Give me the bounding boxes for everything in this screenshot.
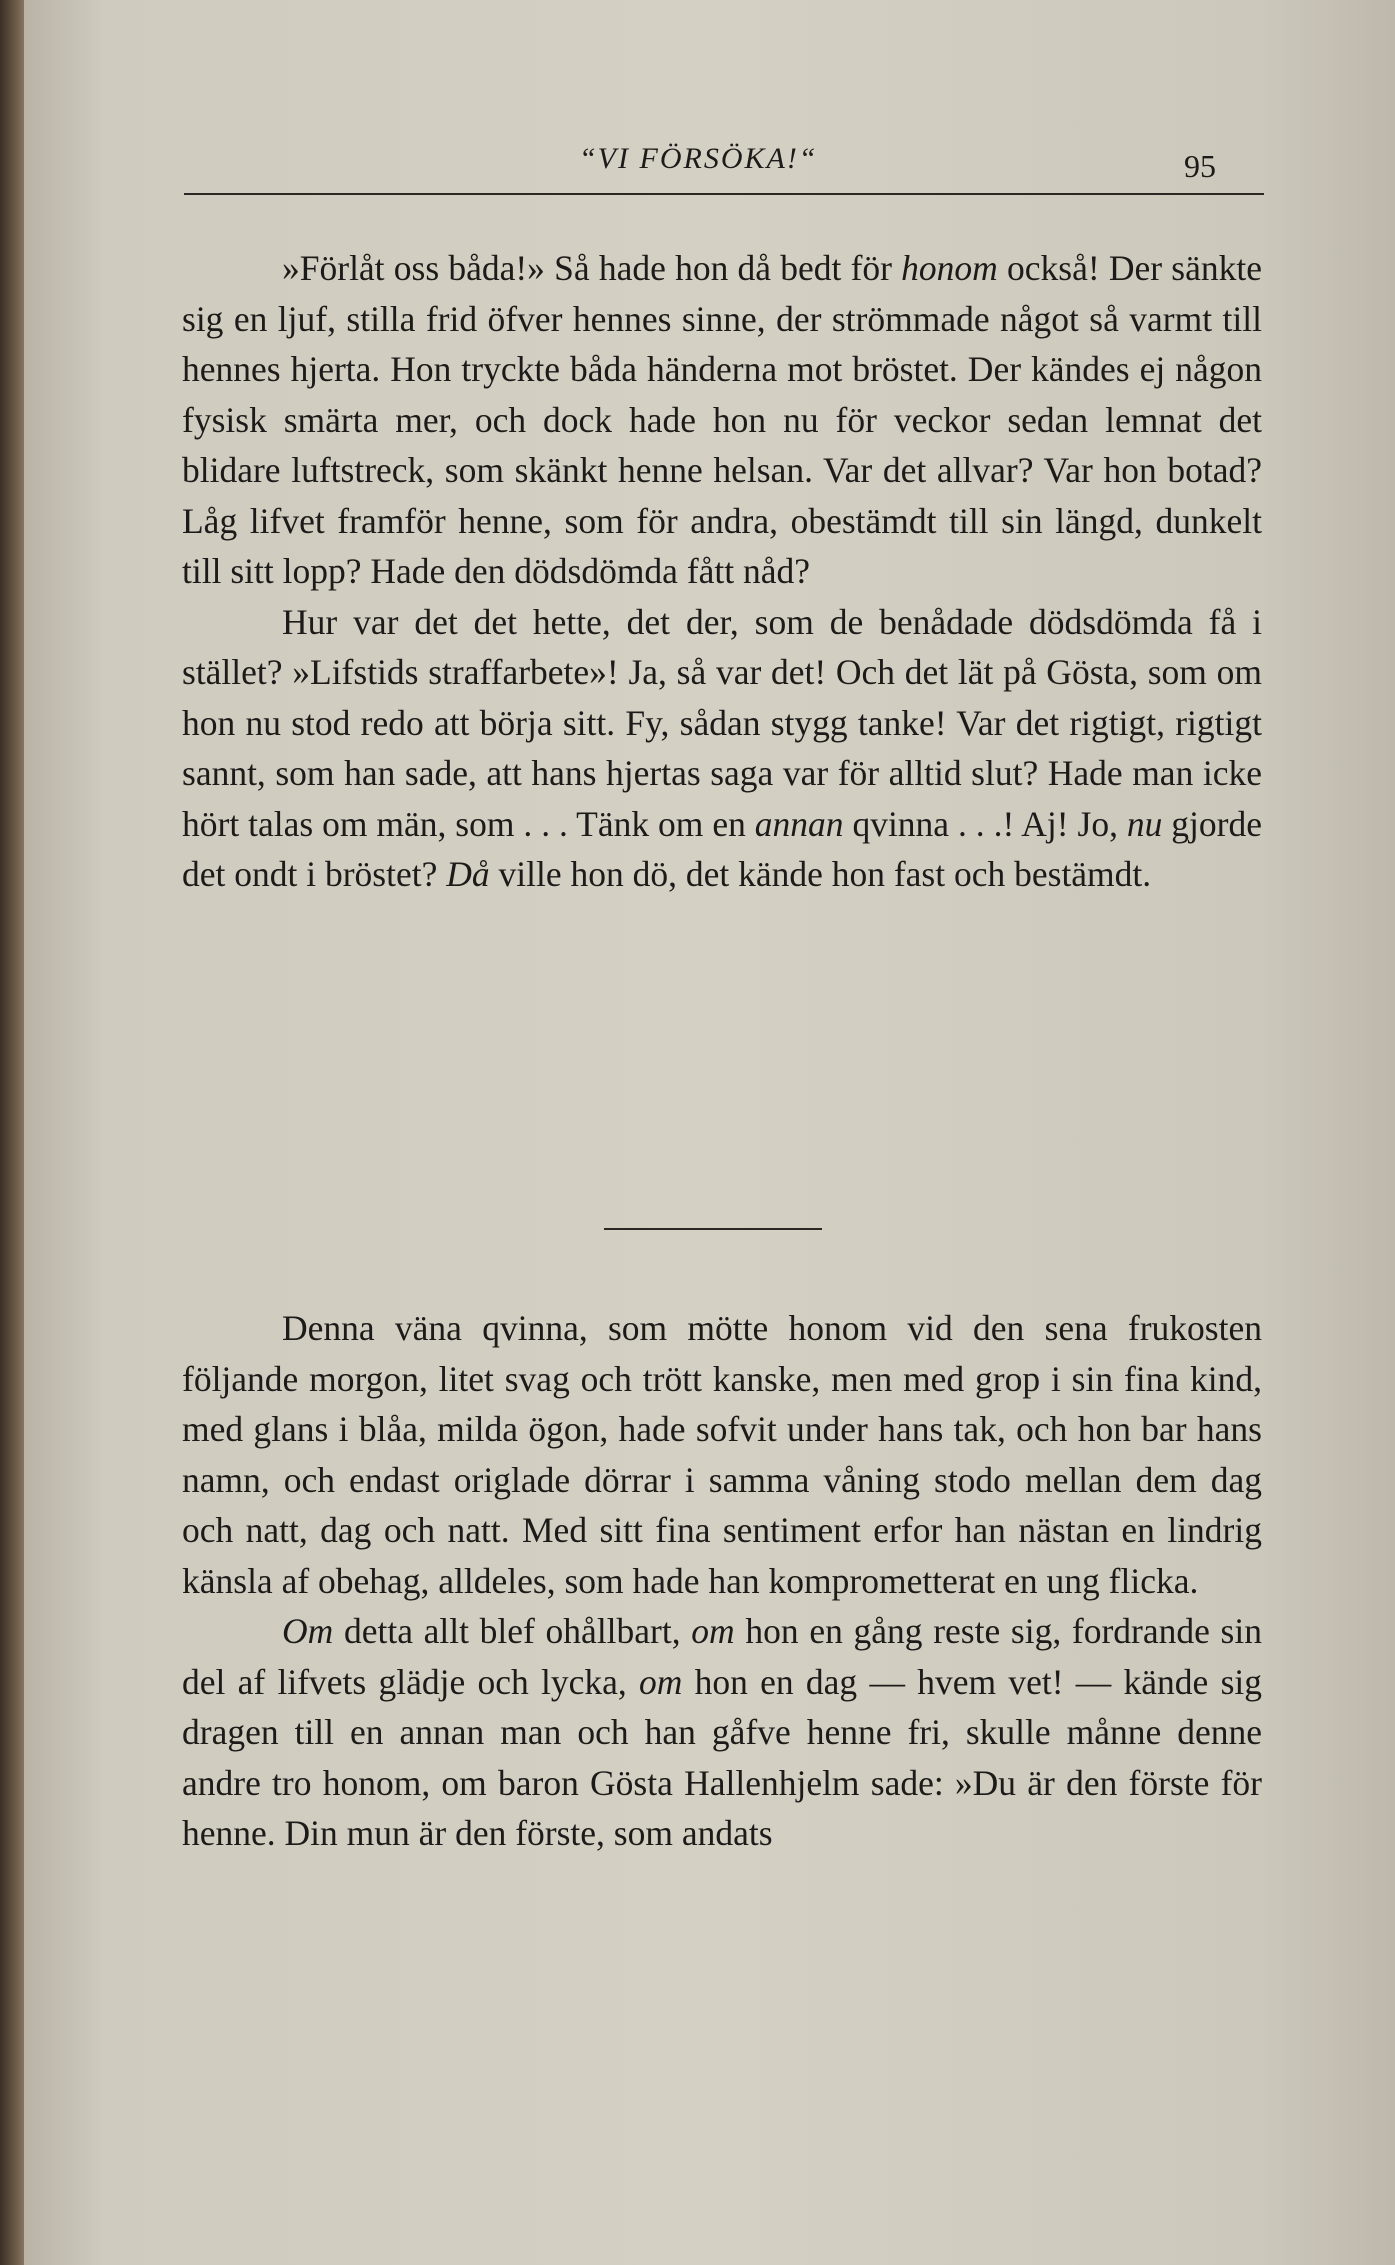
page-header <box>184 138 1264 188</box>
emphasis-text: Då <box>446 854 490 894</box>
emphasis-text: honom <box>901 248 998 288</box>
text-section-2 <box>182 1303 1262 1859</box>
text-run: qvinna . . .! Aj! Jo, <box>843 803 1127 844</box>
text-run: hon en gång reste sig, fordrande sin del af lifvets glädje och lycka, <box>182 1611 1262 1702</box>
running-head: “VI FÖRSÖKA!“ <box>579 142 818 175</box>
paragraph <box>182 1303 1262 1606</box>
page-number: 95 <box>1184 148 1216 184</box>
paragraph <box>182 597 1262 900</box>
text-section-1 <box>182 243 1262 900</box>
paragraph <box>182 243 1262 597</box>
emphasis-text: Om <box>282 1611 334 1651</box>
book-page <box>24 0 1395 2265</box>
emphasis-text: om <box>691 1611 735 1651</box>
text-run: detta allt blef ohållbart, <box>333 1611 692 1651</box>
text-run: »Förlåt oss båda!» Så hade hon då bedt för <box>282 248 902 288</box>
previous-page-edge <box>0 0 26 2265</box>
text-run: gjorde det ondt i bröstet? <box>182 803 1262 894</box>
paragraph <box>182 1606 1262 1859</box>
text-run: Hur var det det hette, det der, som de benådade dödsdömda få i stället? »Lifstids straffarbete»! Ja, så var det! Och det lät på Gösta, som om hon nu stod redo att börja sitt. Fy, sådan stygg tanke! Var det rigtigt, rigtigt sannt, som han sade, att hans hjertas saga var för alltid slut? Hade man icke hört talas om män, som . . . Tänk om en <box>182 601 1262 844</box>
section-divider <box>604 1228 822 1230</box>
text-run: hon en dag — hvem vet! — kände sig dragen till en annan man och han gåfve henne fri, skulle månne denne andre tro honom, om baron Gösta Hallenhjelm sade: »Du är den förste för henne. Din mun är den förste, som andats <box>182 1661 1263 1853</box>
emphasis-text: nu <box>1126 803 1163 844</box>
text-run: också! Der sänkte sig en ljuf, stilla frid öfver hennes sinne, der strömmade något så varmt till hennes hjerta. Hon tryckte båda händerna mot bröstet. Der kändes ej någon fysisk smärta mer, och dock hade hon nu för veckor sedan lemnat det blidare luftstreck, som skänkt henne helsan. Var det allvar? Var hon botad? Låg lifvet framför henne, som för andra, obestämdt till sin längd, dunkelt till sitt lopp? Hade den dödsdömda fått nåd? <box>182 248 1262 591</box>
emphasis-text: om <box>639 1661 683 1702</box>
text-run: ville hon dö, det kände hon fast och bestämdt. <box>489 854 1152 894</box>
emphasis-text: annan <box>754 803 844 844</box>
header-rule <box>184 193 1264 195</box>
text-run: Denna väna qvinna, som mötte honom vid den sena frukosten följande morgon, litet svag och trött kanske, men med grop i sin fina kind, med glans i blåa, milda ögon, hade sofvit under hans tak, och hon bar hans namn, och endast origlade dörrar i samma våning stodo mellan dem dag och natt, dag och natt. Med sitt fina sentiment erfor han nästan en lindrig känsla af obehag, alldeles, som hade han komprometterat en ung flicka. <box>182 1308 1262 1601</box>
